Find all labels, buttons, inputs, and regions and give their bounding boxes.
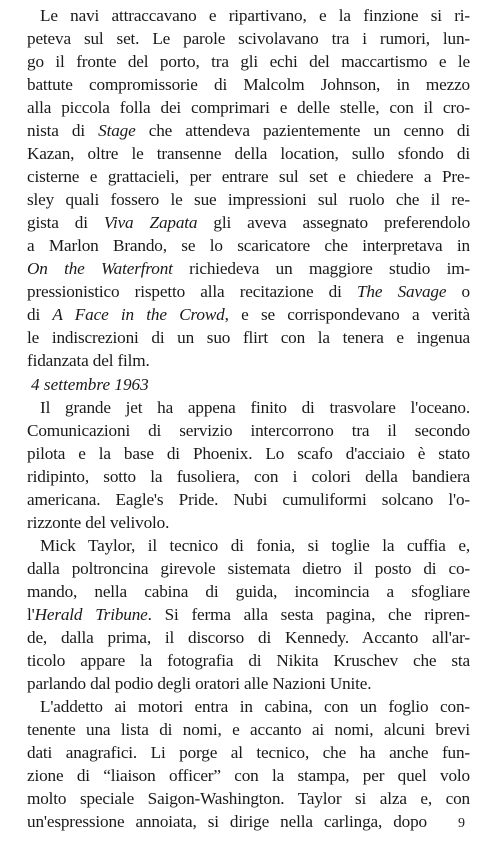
text-line <box>27 305 470 325</box>
text-line: dalla poltroncina girevole sistemata dietro il posto di co- <box>27 559 470 578</box>
text-line: L'addetto ai motori entra in cabina, con un foglio con- <box>40 697 470 716</box>
text-line: un'espressione annoiata, si dirige nella carlinga, dopo <box>27 812 427 831</box>
text-line: zione di “liaison officer” con la stampa, per quel volo <box>27 766 470 785</box>
text-run: nista di <box>27 121 99 140</box>
text-line: parlando dal podio degli oratori alle Nazioni Unite. <box>27 674 372 693</box>
text-line: fidanzata del film. <box>27 351 150 370</box>
text-line <box>27 259 470 279</box>
text-line: ticolo appare la fotografia di Nikita Kruschev che sta <box>27 651 470 670</box>
text-line: peteva sul set. Le parole scivolavano tra i rumori, lun- <box>27 29 470 48</box>
italic-title: A Face in the Crowd <box>52 305 225 324</box>
text-run: pressionistico rispetto alla recitazione di <box>27 282 357 301</box>
text-line: battute compromissorie di Malcolm Johnson, in mezzo <box>27 75 470 94</box>
text-line <box>27 121 470 141</box>
text-line: go il fronte del porto, tra gli echi del maccartismo e le <box>27 52 470 71</box>
text-line: pilota e la base di Phoenix. Lo scafo d'acciaio è stato <box>27 444 470 463</box>
text-line: ridipinto, sotto la fusoliera, con i colori della bandiera <box>27 467 470 486</box>
text-line: dati anagrafici. Li porge al tecnico, che ha anche fun- <box>27 743 470 762</box>
text-run: richiedeva un maggiore studio im- <box>172 259 471 278</box>
text-line <box>27 213 470 233</box>
text-line: de, dalla prima, il discorso di Kennedy. Accanto all'ar- <box>27 628 470 647</box>
italic-title: Herald Tribune <box>34 605 148 624</box>
text-line: a Marlon Brando, se lo scaricatore che interpretava in <box>27 236 470 255</box>
text-line: Il grande jet ha appena finito di trasvolare l'oceano. <box>40 398 470 417</box>
text-line: mando, nella cabina di guida, incomincia a sfogliare <box>27 582 470 601</box>
italic-title: The Savage <box>357 282 447 301</box>
text-run: di <box>27 305 53 324</box>
page-number: 9 <box>458 816 465 831</box>
text-line: tenente una lista di nomi, e accanto ai nomi, alcuni brevi <box>27 720 470 739</box>
text-line: Le navi attraccavano e ripartivano, e la finzione si ri- <box>40 6 470 25</box>
text-line: molto speciale Saigon-Washington. Taylor si alza e, con <box>27 789 470 808</box>
italic-title: On the Waterfront <box>27 259 173 278</box>
text-run: o <box>446 282 470 301</box>
text-run: . Si ferma alla sesta pagina, che ripren- <box>147 605 470 624</box>
text-line: le indiscrezioni di un suo flirt con la tenera e ingenua <box>27 328 470 347</box>
text-run: , e se corrispondevano a verità <box>224 305 470 324</box>
italic-title: Stage <box>98 121 136 140</box>
text-line: Mick Taylor, il tecnico di fonia, si toglie la cuffia e, <box>40 536 470 555</box>
italic-title: Viva Zapata <box>103 213 198 232</box>
text-line <box>27 605 470 625</box>
text-line <box>27 282 470 302</box>
text-line: rizzonte del velivolo. <box>27 513 170 532</box>
text-line: sley quali fossero le sue impressioni sul ruolo che il re- <box>27 190 470 209</box>
date-heading: 4 settembre 1963 <box>31 375 149 394</box>
text-line: cisterne e grattacieli, per entrare sul set e chiedere a Pre- <box>27 167 470 186</box>
text-line: alla piccola folla dei comprimari e delle stelle, con il cro- <box>27 98 470 117</box>
text-line: Comunicazioni di servizio intercorrono tra il secondo <box>27 421 470 440</box>
text-run: gista di <box>27 213 104 232</box>
text-run: gli aveva assegnato preferendolo <box>197 213 471 232</box>
text-line: americana. Eagle's Pride. Nubi cumuliformi solcano l'o- <box>27 490 470 509</box>
text-run: che attendeva pazientemente un cenno di <box>135 121 471 140</box>
text-line: Kazan, oltre le transenne della location, sullo sfondo di <box>27 144 470 163</box>
text-run: l' <box>27 605 35 624</box>
